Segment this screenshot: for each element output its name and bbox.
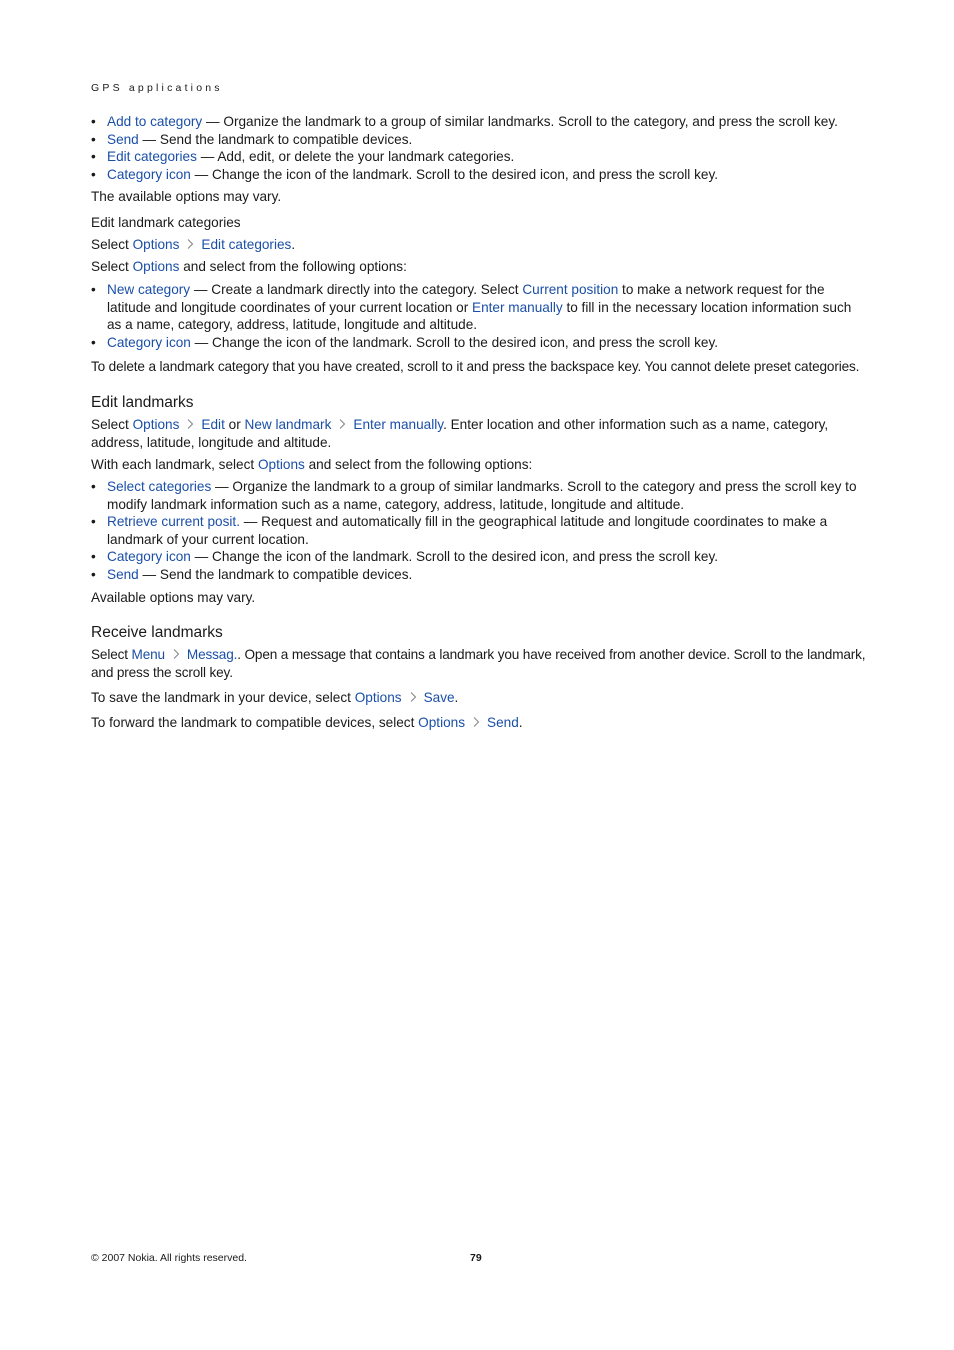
options-link[interactable]: Options: [132, 417, 180, 432]
options-note: The available options may vary.: [91, 189, 282, 204]
landmark-options-instruction: With each landmark, select Options and select from the following options:: [91, 457, 533, 472]
messaging-link[interactable]: Messag.: [186, 647, 238, 662]
edit-link[interactable]: Edit: [201, 417, 225, 432]
section-title-edit-landmark-categories: Edit landmark categories: [91, 215, 241, 230]
section-title-receive-landmarks: Receive landmarks: [91, 624, 223, 641]
current-position-link[interactable]: Current position: [522, 282, 619, 297]
chevron-right-icon: [169, 648, 183, 660]
edit-categories-link[interactable]: Edit categories: [201, 237, 292, 252]
enter-manually-link[interactable]: Enter manually: [353, 417, 444, 432]
options-link[interactable]: Options: [257, 457, 305, 472]
list-item: • Category icon — Change the icon of the landmark. Scroll to the desired icon, and press the scroll key.: [91, 334, 867, 352]
forward-landmark-instruction: To forward the landmark to compatible devices, select Options Send.: [91, 715, 523, 730]
list-item: • Edit categories — Add, edit, or delete the your landmark categories.: [91, 148, 867, 166]
options-link[interactable]: Options: [418, 715, 466, 730]
options-note: Available options may vary.: [91, 590, 256, 605]
list-item: • Send — Send the landmark to compatible devices.: [91, 131, 867, 149]
category-icon-link[interactable]: Category icon: [107, 166, 191, 182]
new-category-link[interactable]: New category: [107, 282, 191, 297]
select-categories-link[interactable]: Select categories: [107, 479, 212, 494]
list-item: • Add to category — Organize the landmark to a group of similar landmarks. Scroll to the category, and press the scroll key.: [91, 113, 867, 131]
delete-category-note: To delete a landmark category that you have created, scroll to it and press the backspace key. You cannot delete preset categories.: [91, 359, 860, 374]
edit-categories-link[interactable]: Edit categories: [107, 149, 197, 165]
chevron-right-icon: [335, 418, 349, 430]
list-item: • New category — Create a landmark directly into the category. Select Current position to make a network request for the latitude and longitude coordinates of your current location or Enter manually to fill in the necessary location information such as a name, category, address, latitude, longitude and altitude.: [91, 281, 867, 334]
edit-landmarks-path: Select Options Edit or New landmark Enter manually. Enter location and other information such as a name, category, address, latitude, longitude and altitude.: [91, 417, 829, 450]
menu-link[interactable]: Menu: [131, 647, 165, 662]
footer-copyright: © 2007 Nokia. All rights reserved.: [91, 1252, 247, 1264]
edit-landmark-options-list: [91, 478, 867, 584]
chevron-right-icon: [406, 691, 420, 703]
chevron-right-icon: [469, 716, 483, 728]
list-item: • Select categories — Organize the landmark to a group of similar landmarks. Scroll to the category and press the scroll key to modify landmark information such as a name, category, address, latitude, longitude and altitude.: [91, 478, 867, 513]
send-link[interactable]: Send: [107, 131, 139, 147]
options-link[interactable]: Options: [132, 259, 180, 274]
chevron-right-icon: [183, 238, 197, 250]
list-item: • Category icon — Change the icon of the landmark. Scroll to the desired icon, and press the scroll key.: [91, 166, 867, 184]
new-landmark-link[interactable]: New landmark: [244, 417, 332, 432]
running-head: GPS applications: [91, 82, 223, 94]
edit-categories-path: Select Options Edit categories.: [91, 237, 296, 252]
category-icon-link[interactable]: Category icon: [107, 334, 191, 350]
save-link[interactable]: Save: [423, 690, 455, 705]
options-link[interactable]: Options: [132, 237, 180, 252]
add-to-category-link[interactable]: Add to category: [107, 114, 203, 129]
list-item: • Category icon — Change the icon of the landmark. Scroll to the desired icon, and press the scroll key.: [91, 548, 867, 566]
save-landmark-instruction: To save the landmark in your device, select Options Save.: [91, 690, 459, 705]
send-link[interactable]: Send: [487, 715, 519, 730]
receive-landmarks-path: Select Menu Messag.. Open a message that contains a landmark you have received from another device. Scroll to the landmark, and press the scroll key.: [91, 647, 866, 680]
options-link[interactable]: Options: [354, 690, 402, 705]
category-icon-link[interactable]: Category icon: [107, 549, 191, 565]
landmark-options-list: [91, 113, 867, 183]
enter-manually-link[interactable]: Enter manually: [472, 299, 563, 315]
chevron-right-icon: [183, 418, 197, 430]
send-link[interactable]: Send: [107, 566, 139, 582]
select-options-instruction: Select Options and select from the following options:: [91, 259, 407, 274]
category-options-list: [91, 281, 867, 351]
list-item: • Send — Send the landmark to compatible devices.: [91, 566, 867, 584]
retrieve-current-position-link[interactable]: Retrieve current posit.: [107, 514, 240, 530]
page-number: 79: [470, 1252, 482, 1264]
list-item: • Retrieve current posit. — Request and automatically fill in the geographical latitude and longitude coordinates to make a landmark of your current location.: [91, 513, 867, 548]
section-title-edit-landmarks: Edit landmarks: [91, 394, 194, 411]
